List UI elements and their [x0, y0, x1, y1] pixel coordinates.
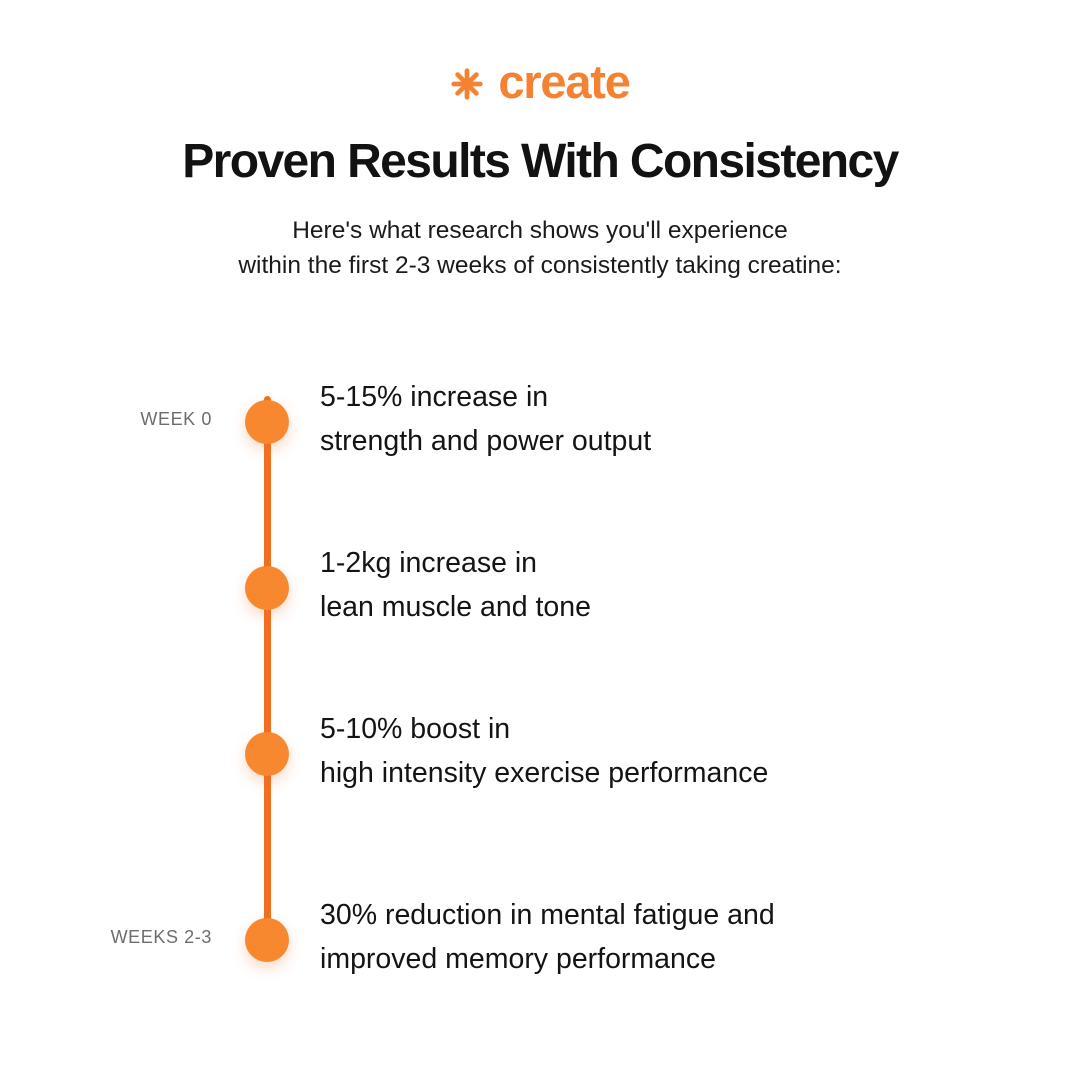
page-title: Proven Results With Consistency: [182, 135, 898, 188]
page-subtitle: [0, 214, 1080, 284]
timeline-item-text: [320, 894, 1020, 981]
timeline-week-label: WEEK 0: [140, 409, 212, 429]
timeline-week-label: WEEKS 2-3: [110, 927, 212, 947]
timeline-item-line-1: 1-2kg increase in: [320, 547, 538, 579]
timeline-item-text: [320, 376, 1020, 463]
subtitle-line-2: within the first 2-3 weeks of consistently taking creatine:: [238, 251, 842, 279]
results-timeline: [0, 372, 1080, 1012]
timeline-item-line-2: improved memory performance: [320, 942, 716, 975]
timeline-dot: [245, 566, 289, 610]
brand-lockup: [0, 0, 1080, 108]
timeline-dot: [245, 918, 289, 962]
timeline-item-line-1: 30% reduction in mental fatigue and: [320, 899, 775, 931]
timeline-dot: [245, 400, 289, 444]
brand-name: create: [498, 55, 630, 108]
timeline-item-line-2: strength and power output: [320, 424, 652, 457]
timeline-item-line-2: lean muscle and tone: [320, 590, 591, 623]
timeline-item-line-1: 5-15% increase in: [320, 381, 549, 413]
timeline-item-text: [320, 708, 1020, 795]
timeline-item-line-2: high intensity exercise performance: [320, 756, 769, 789]
timeline-item-line-1: 5-10% boost in: [320, 713, 511, 745]
timeline-axis: [264, 396, 271, 924]
timeline-dot: [245, 732, 289, 776]
subtitle-line-1: Here's what research shows you'll experience: [292, 216, 788, 244]
timeline-item-text: [320, 542, 1020, 629]
asterisk-icon: [450, 67, 484, 101]
